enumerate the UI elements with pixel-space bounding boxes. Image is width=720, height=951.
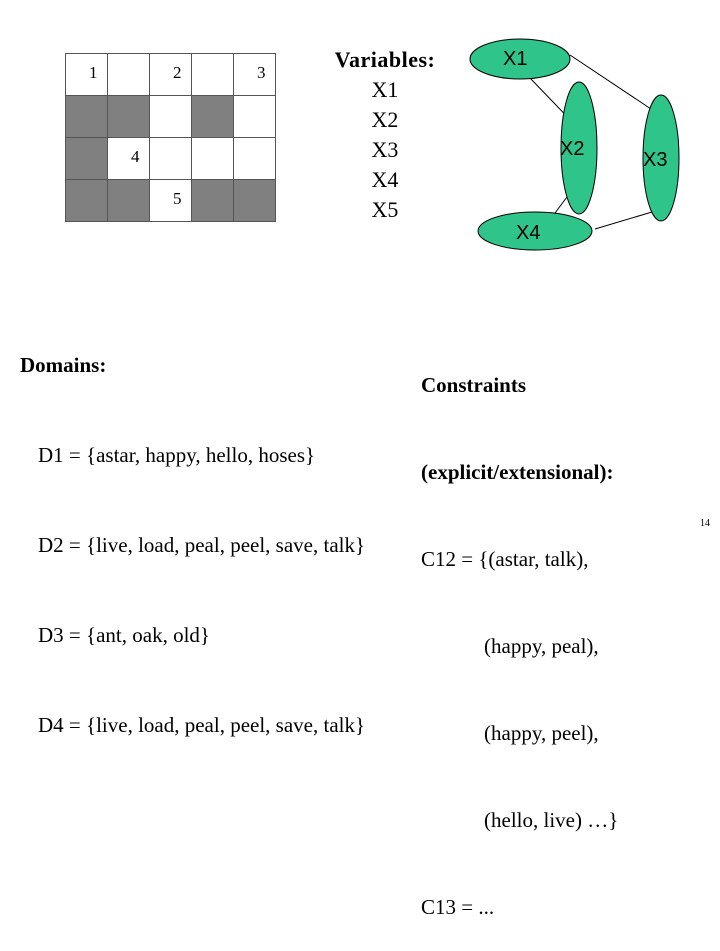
grid-cell-blocked	[66, 180, 108, 222]
variable-item: X1	[371, 77, 399, 102]
constraint-graph	[440, 35, 700, 260]
grid-cell	[150, 138, 192, 180]
domains-section	[20, 290, 365, 770]
grid-cell-blocked	[108, 180, 150, 222]
grid-cell	[150, 96, 192, 138]
domains-title: Domains:	[20, 353, 107, 377]
grid-cell-blocked	[234, 180, 276, 222]
node-x1-label: X1	[503, 48, 528, 70]
grid-cell	[234, 96, 276, 138]
grid-cell	[150, 180, 192, 222]
grid-cell-blocked	[192, 96, 234, 138]
grid-cell	[66, 54, 108, 96]
grid-cell-blocked	[108, 96, 150, 138]
grid-cell	[108, 54, 150, 96]
grid-cell	[150, 54, 192, 96]
grid-cell	[192, 54, 234, 96]
constraint-line: (happy, peal),	[421, 634, 599, 658]
domain-d2: D2 = {live, load, peal, peel, save, talk}	[38, 533, 366, 557]
variable-item: X5	[371, 197, 399, 222]
grid-cell-number: 3	[257, 63, 266, 82]
variable-item: X3	[371, 137, 399, 162]
grid-cell	[192, 138, 234, 180]
constraints-title: Constraints	[421, 373, 527, 397]
constraints-section	[421, 313, 618, 951]
grid-cell	[108, 138, 150, 180]
variable-item: X4	[371, 167, 399, 192]
constraints-subtitle: (explicit/extensional):	[421, 460, 614, 484]
node-x2-label: X2	[560, 138, 585, 160]
grid-cell-number: 4	[131, 147, 140, 166]
domain-d3: D3 = {ant, oak, old}	[38, 623, 210, 647]
variables-title: Variables:	[334, 47, 436, 72]
grid-cell-blocked	[66, 96, 108, 138]
grid-cell-number: 1	[89, 63, 98, 82]
domain-d4: D4 = {live, load, peal, peel, save, talk}	[38, 713, 366, 737]
variable-item: X2	[371, 107, 399, 132]
constraint-line: C12 = {(astar, talk),	[421, 547, 589, 571]
grid-cell-number: 2	[173, 63, 182, 82]
constraint-line: C13 = ...	[421, 895, 495, 919]
domain-d1: D1 = {astar, happy, hello, hoses}	[38, 443, 316, 467]
grid-cell-number: 5	[173, 189, 182, 208]
variables-list	[329, 45, 441, 225]
grid-cell	[234, 138, 276, 180]
page-number: 14	[700, 518, 710, 529]
grid-cell	[234, 54, 276, 96]
edge-x3-x4	[595, 212, 652, 229]
grid-cell-blocked	[66, 138, 108, 180]
node-x3-label: X3	[643, 149, 668, 171]
constraint-line: (hello, live) …}	[421, 808, 619, 832]
crossword-grid	[65, 53, 276, 222]
constraint-line: (happy, peel),	[421, 721, 599, 745]
node-x4-label: X4	[516, 222, 541, 244]
grid-cell-blocked	[192, 180, 234, 222]
